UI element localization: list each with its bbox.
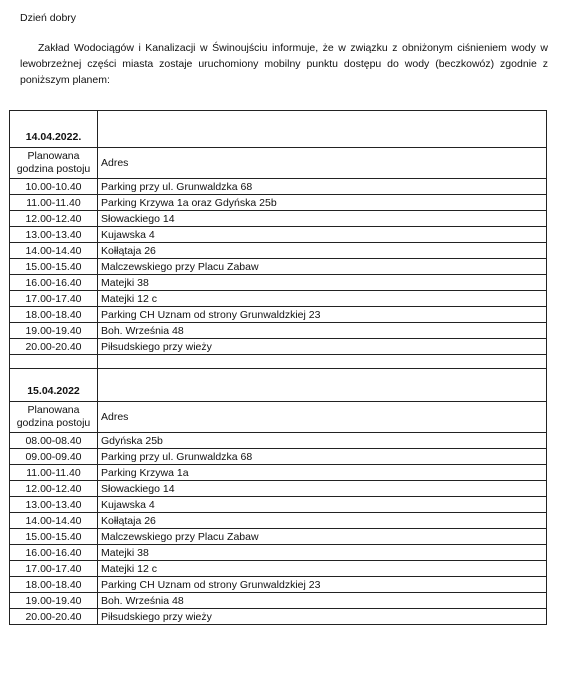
- header-row: [10, 402, 547, 433]
- address: Malczewskiego przy Placu Zabaw: [98, 259, 547, 275]
- spacer-row: [10, 355, 547, 369]
- time-slot: 13.00-13.40: [10, 227, 98, 243]
- time-slot: 18.00-18.40: [10, 307, 98, 323]
- time-slot: 19.00-19.40: [10, 593, 98, 609]
- date-row-blank: [98, 369, 547, 402]
- schedule-row: [10, 609, 547, 625]
- schedule-row: [10, 497, 547, 513]
- schedule-row: [10, 179, 547, 195]
- schedule-row: [10, 449, 547, 465]
- address: Kujawska 4: [98, 227, 547, 243]
- address: Piłsudskiego przy wieży: [98, 339, 547, 355]
- schedule-row: [10, 307, 547, 323]
- address: Parking przy ul. Grunwaldzka 68: [98, 449, 547, 465]
- time-slot: 12.00-12.40: [10, 211, 98, 227]
- spacer-cell: [10, 355, 98, 369]
- time-slot: 13.00-13.40: [10, 497, 98, 513]
- address: Matejki 12 c: [98, 291, 547, 307]
- schedule-row: [10, 243, 547, 259]
- time-slot: 17.00-17.40: [10, 291, 98, 307]
- schedule-row: [10, 481, 547, 497]
- time-slot: 20.00-20.40: [10, 609, 98, 625]
- schedule-row: [10, 593, 547, 609]
- address: Matejki 38: [98, 275, 547, 291]
- schedule-row: [10, 577, 547, 593]
- intro-paragraph: Zakład Wodociągów i Kanalizacji w Świnoujściu informuje, że w związku z obniżonym ciśnieniem wody w lewobrzeżnej części miasta zostaje uruchomiony mobilny punktu dostępu do wody (beczkowóz) zgodnie z poniższym planem:: [20, 42, 548, 86]
- greeting-text: Dzień dobry: [20, 12, 77, 24]
- address: Parking przy ul. Grunwaldzka 68: [98, 179, 547, 195]
- address: Matejki 12 c: [98, 561, 547, 577]
- address: Parking Krzywa 1a oraz Gdyńska 25b: [98, 195, 547, 211]
- schedule-date: 14.04.2022.: [10, 111, 98, 148]
- address: Parking Krzywa 1a: [98, 465, 547, 481]
- time-slot: 15.00-15.40: [10, 259, 98, 275]
- schedule-row: [10, 195, 547, 211]
- address: Matejki 38: [98, 545, 547, 561]
- water-schedule-table: [9, 110, 547, 625]
- time-slot: 08.00-08.40: [10, 433, 98, 449]
- time-slot: 11.00-11.40: [10, 465, 98, 481]
- header-time: Planowana godzina postoju: [10, 402, 98, 433]
- time-slot: 19.00-19.40: [10, 323, 98, 339]
- schedule-row: [10, 465, 547, 481]
- time-slot: 12.00-12.40: [10, 481, 98, 497]
- schedule-row: [10, 211, 547, 227]
- time-slot: 20.00-20.40: [10, 339, 98, 355]
- date-row-blank: [98, 111, 547, 148]
- schedule-row: [10, 291, 547, 307]
- address: Kołłątaja 26: [98, 243, 547, 259]
- header-row: [10, 148, 547, 179]
- header-address: Adres: [98, 148, 547, 179]
- address: Parking CH Uznam od strony Grunwaldzkiej 23: [98, 577, 547, 593]
- address: Słowackiego 14: [98, 211, 547, 227]
- address: Parking CH Uznam od strony Grunwaldzkiej 23: [98, 307, 547, 323]
- time-slot: 14.00-14.40: [10, 243, 98, 259]
- schedule-row: [10, 513, 547, 529]
- schedule-row: [10, 545, 547, 561]
- address: Boh. Września 48: [98, 593, 547, 609]
- schedule-row: [10, 433, 547, 449]
- schedule-row: [10, 259, 547, 275]
- time-slot: 09.00-09.40: [10, 449, 98, 465]
- time-slot: 16.00-16.40: [10, 275, 98, 291]
- schedule-row: [10, 339, 547, 355]
- spacer-cell: [98, 355, 547, 369]
- time-slot: 14.00-14.40: [10, 513, 98, 529]
- schedule-date: 15.04.2022: [10, 369, 98, 402]
- header-address: Adres: [98, 402, 547, 433]
- time-slot: 15.00-15.40: [10, 529, 98, 545]
- schedule-row: [10, 227, 547, 243]
- schedule-row: [10, 561, 547, 577]
- time-slot: 16.00-16.40: [10, 545, 98, 561]
- address: Słowackiego 14: [98, 481, 547, 497]
- time-slot: 10.00-10.40: [10, 179, 98, 195]
- schedule-row: [10, 529, 547, 545]
- schedule-row: [10, 275, 547, 291]
- schedule-row: [10, 323, 547, 339]
- time-slot: 18.00-18.40: [10, 577, 98, 593]
- date-row: [10, 111, 547, 148]
- address: Gdyńska 25b: [98, 433, 547, 449]
- header-time: Planowana godzina postoju: [10, 148, 98, 179]
- address: Kujawska 4: [98, 497, 547, 513]
- address: Piłsudskiego przy wieży: [98, 609, 547, 625]
- time-slot: 11.00-11.40: [10, 195, 98, 211]
- time-slot: 17.00-17.40: [10, 561, 98, 577]
- address: Malczewskiego przy Placu Zabaw: [98, 529, 547, 545]
- date-row: [10, 369, 547, 402]
- address: Boh. Września 48: [98, 323, 547, 339]
- address: Kołłątaja 26: [98, 513, 547, 529]
